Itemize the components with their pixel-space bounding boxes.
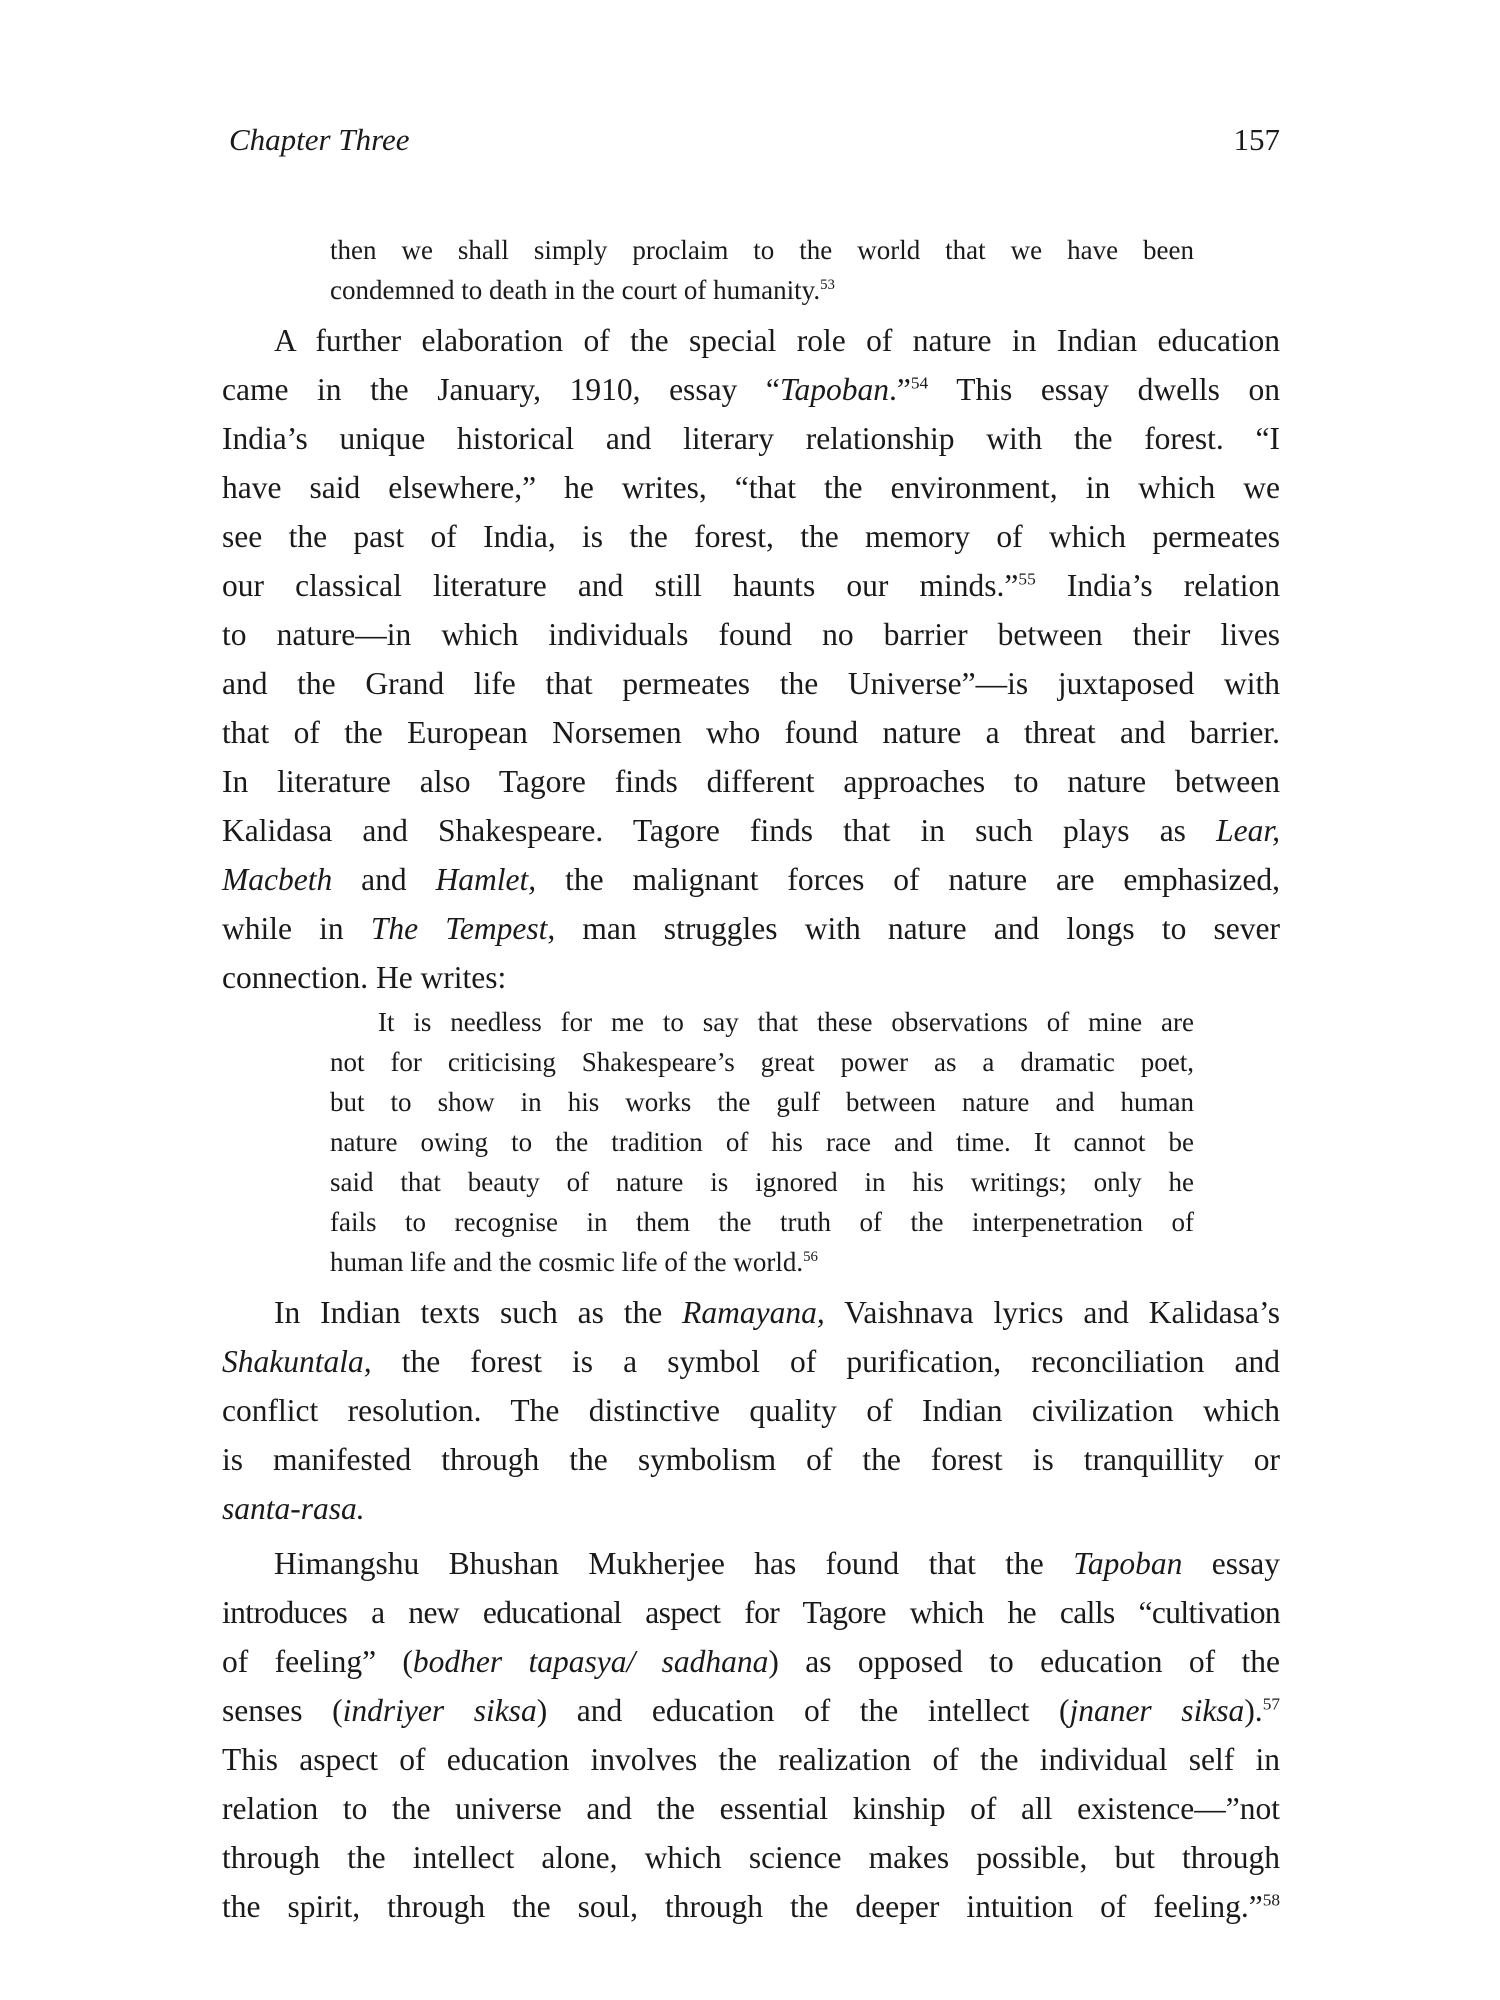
quote-line: said that beauty of nature is ignored in his writings; only he (330, 1167, 1194, 1197)
text-line: came in the January, 1910, essay “Tapoban.”$^{54}$ This essay dwells on (222, 372, 1280, 407)
page-body (222, 230, 1280, 1931)
running-title: Chapter Three (229, 122, 410, 157)
page-header (229, 118, 1280, 162)
footnote-ref: 56 (803, 1249, 818, 1265)
text-line: connection. He writes: (222, 960, 507, 995)
text-line: santa-rasa. (222, 1491, 365, 1526)
text-line: through the intellect alone, which science makes possible, but through (222, 1840, 1280, 1875)
paragraph-1 (222, 316, 1280, 1002)
quote-line: but to show in his works the gulf between nature and human (330, 1087, 1194, 1117)
text-line: India’s unique historical and literary relationship with the forest. “I (222, 421, 1280, 456)
block-quote-2 (330, 1002, 1194, 1282)
text-line: Macbeth and Hamlet, the malignant forces of nature are emphasized, (222, 862, 1280, 897)
paragraph-2 (222, 1288, 1280, 1533)
text-line: have said elsewhere,” he writes, “that the environment, in which we (222, 470, 1280, 505)
text-line: Himangshu Bhushan Mukherjee has found that the Tapoban essay (274, 1546, 1280, 1581)
text-line: to nature—in which individuals found no barrier between their lives (222, 617, 1280, 652)
text-line: and the Grand life that permeates the Universe”—is juxtaposed with (222, 666, 1280, 701)
text-line: This aspect of education involves the realization of the individual self in (222, 1742, 1280, 1777)
text-line: that of the European Norsemen who found nature a threat and barrier. (222, 715, 1280, 750)
text-line: conflict resolution. The distinctive quality of Indian civilization which (222, 1393, 1280, 1428)
quote-line: not for criticising Shakespeare’s great power as a dramatic poet, (330, 1047, 1194, 1077)
text-line: relation to the universe and the essential kinship of all existence—”not (222, 1791, 1280, 1826)
block-quote-1 (330, 230, 1194, 310)
text-line: introduces a new educational aspect for Tagore which he calls “cultivation (222, 1595, 1280, 1630)
footnote-ref: 57 (1262, 1694, 1280, 1714)
paragraph-3 (222, 1539, 1280, 1931)
text-line: In literature also Tagore finds different approaches to nature between (222, 764, 1280, 799)
text-line: our classical literature and still haunts our minds.”$^{55}$ India’s relation (222, 568, 1280, 603)
quote-line: human life and the cosmic life of the world.$^{56}$ (330, 1247, 818, 1277)
quote-line: It is needless for me to say that these observations of mine are (378, 1007, 1194, 1037)
page-number: 157 (1233, 122, 1280, 157)
text-line: while in The Tempest, man struggles with nature and longs to sever (222, 911, 1280, 946)
text-line: the spirit, through the soul, through the deeper intuition of feeling.”$^{58}$ (222, 1889, 1280, 1924)
quote-line: fails to recognise in them the truth of the interpenetration of (330, 1207, 1194, 1237)
footnote-ref: 58 (1262, 1890, 1280, 1910)
footnote-ref: 55 (1018, 569, 1036, 589)
quote-line: then we shall simply proclaim to the world that we have been (330, 235, 1194, 265)
footnote-ref: 53 (820, 277, 835, 293)
text-line: is manifested through the symbolism of the forest is tranquillity or (222, 1442, 1280, 1477)
text-line: of feeling” (bodher tapasya/ sadhana) as opposed to education of the (222, 1644, 1280, 1679)
text-line: A further elaboration of the special role of nature in Indian education (274, 323, 1280, 358)
text-line: Shakuntala, the forest is a symbol of purification, reconciliation and (222, 1344, 1280, 1379)
text-line: senses (indriyer siksa) and education of the intellect (jnaner siksa).$^{57}$ (222, 1693, 1280, 1728)
text-line: see the past of India, is the forest, the memory of which permeates (222, 519, 1280, 554)
footnote-ref: 54 (910, 373, 929, 393)
quote-line: nature owing to the tradition of his race and time. It cannot be (330, 1127, 1194, 1157)
text-line: In Indian texts such as the Ramayana, Vaishnava lyrics and Kalidasa’s (274, 1295, 1280, 1330)
text-line: Kalidasa and Shakespeare. Tagore finds that in such plays as Lear, (222, 813, 1280, 848)
quote-line: condemned to death in the court of humanity.$^{53}$ (330, 275, 835, 305)
